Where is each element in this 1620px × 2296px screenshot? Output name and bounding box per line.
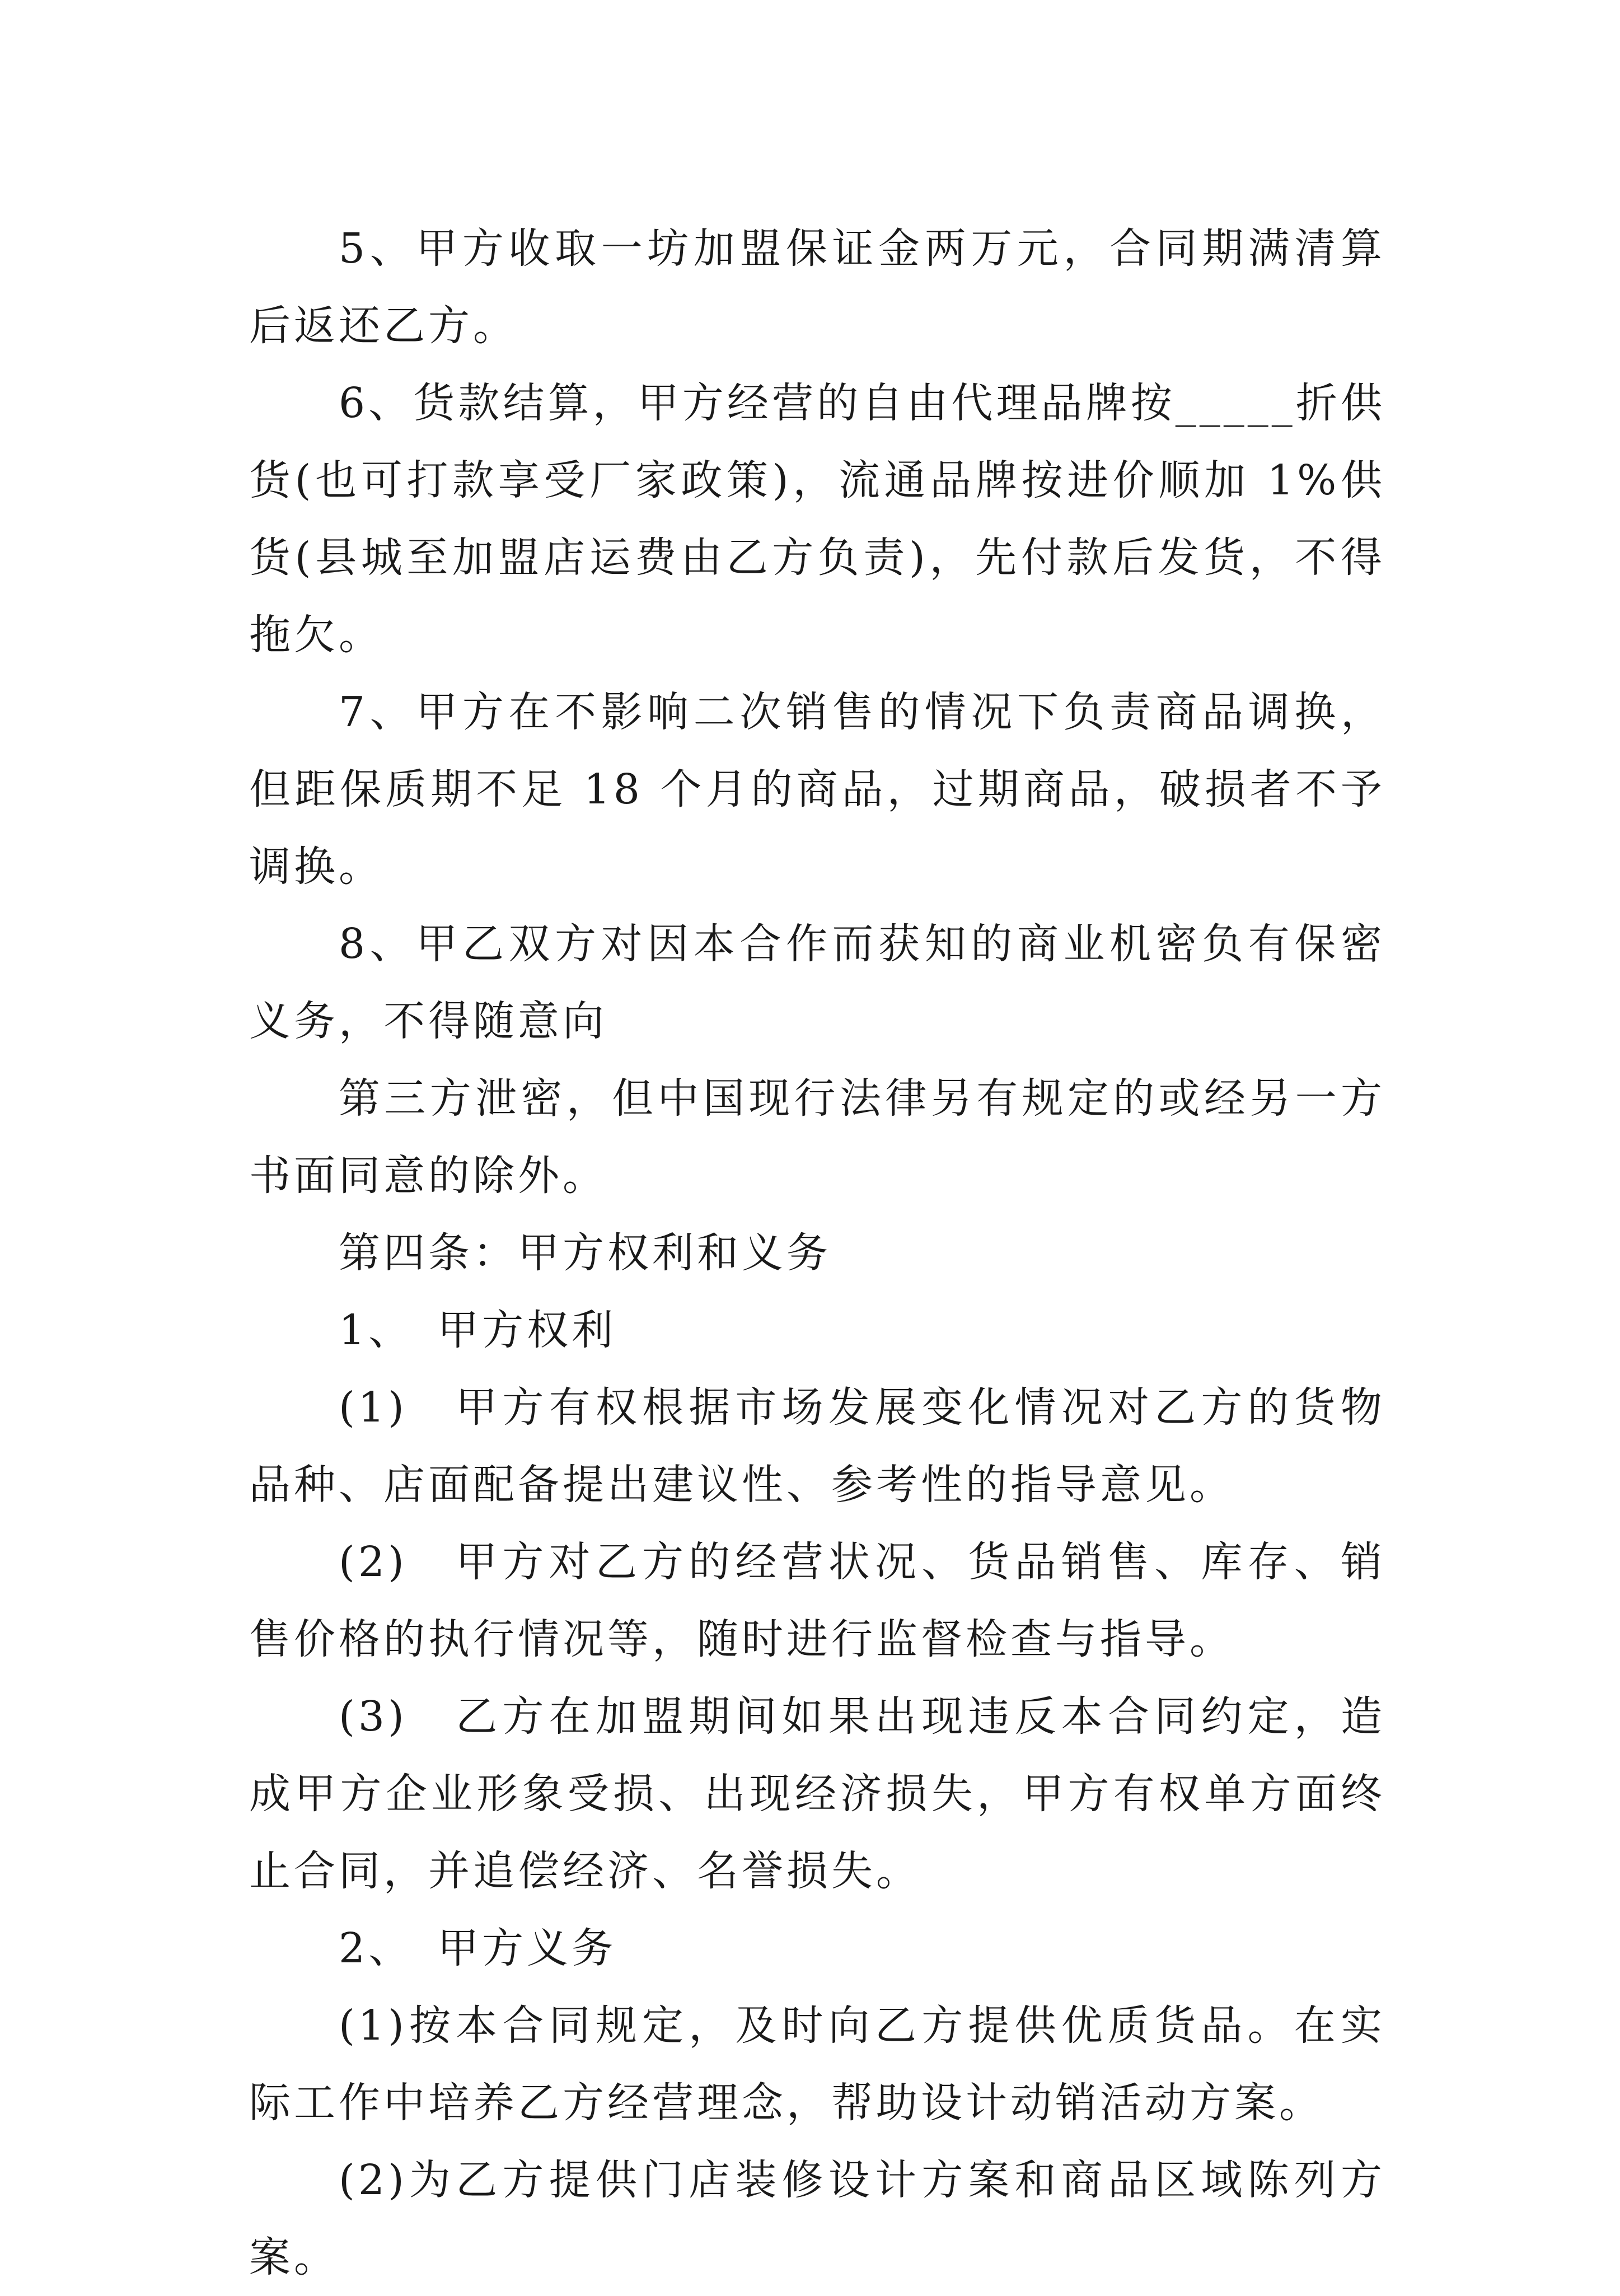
paragraph-right-2: (2) 甲方对乙方的经营状况、货品销售、库存、销售价格的执行情况等，随时进行监督检查与指导。 — [249, 1538, 1385, 1663]
paragraph-right-1: (1) 甲方有权根据市场发展变化情况对乙方的货物品种、店面配备提出建议性、参考性的指导意见。 — [249, 1383, 1385, 1509]
paragraph-payment-settlement: 6、货款结算，甲方经营的自由代理品牌按_____折供货(也可打款享受厂家政策)，流通品牌按进价顺加 1%供货(县城至加盟店运费由乙方负责)，先付款后发货，不得拖欠。 — [249, 379, 1385, 659]
subheading-party-a-obligations: 2、 甲方义务 — [339, 1924, 617, 1972]
paragraph-obligation-1: (1)按本合同规定，及时向乙方提供优质货品。在实际工作中培养乙方经营理念，帮助设计动销活动方案。 — [249, 2002, 1385, 2127]
document-body — [249, 210, 1385, 2296]
paragraph-confidentiality: 8、甲乙双方对因本合作而获知的商业机密负有保密义务，不得随意向 — [249, 920, 1385, 1045]
subheading-party-a-rights: 1、 甲方权利 — [339, 1306, 617, 1354]
paragraph-obligation-2: (2)为乙方提供门店装修设计方案和商品区域陈列方案。 — [249, 2156, 1385, 2281]
paragraph-confidentiality-continued: 第三方泄密，但中国现行法律另有规定的或经另一方书面同意的除外。 — [249, 1074, 1385, 1200]
paragraph-deposit: 5、甲方收取一坊加盟保证金两万元，合同期满清算后返还乙方。 — [249, 225, 1385, 350]
paragraph-right-3: (3) 乙方在加盟期间如果出现违反本合同约定，造成甲方企业形象受损、出现经济损失，甲方有权单方面终止合同，并追偿经济、名誉损失。 — [249, 1692, 1385, 1895]
paragraph-goods-exchange: 7、甲方在不影响二次销售的情况下负责商品调换，但距保质期不足 18 个月的商品，过期商品，破损者不予调换。 — [249, 688, 1385, 891]
section-heading-article-4: 第四条：甲方权利和义务 — [339, 1229, 831, 1277]
